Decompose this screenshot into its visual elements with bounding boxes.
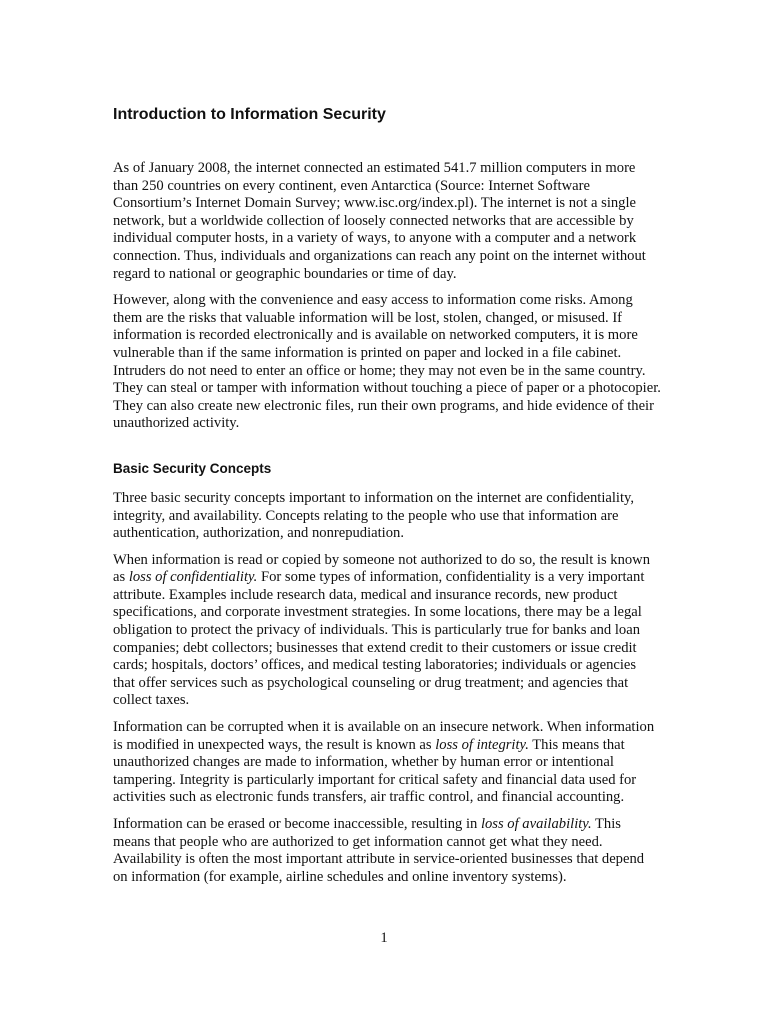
paragraph-text: Information can be corrupted when it is available on an insecure network. When information is modified in unexpected ways, the result is known as xyxy=(113,719,655,753)
paragraph-availability xyxy=(113,816,661,886)
paragraph-text: This means that unauthorized changes are made to information, whether by human error or intentional tampering. Integrity is particularly important for critical safety and financial data used for activities such as electronic funds transfers, air traffic control, and financial accounting. xyxy=(113,736,637,806)
paragraph-text: When information is read or copied by someone not authorized to do so, the result is known as xyxy=(113,551,651,586)
section-heading-basic-security-concepts: Basic Security Concepts xyxy=(113,460,272,476)
paragraph-text: This means that people who are authorized to get information cannot get what they need. Availability is often the most important attribute in service-oriented businesses that depend on information (for example, airline schedules and online inventory systems). xyxy=(113,816,645,885)
term-loss-of-integrity: loss of integrity. xyxy=(435,736,529,753)
page-title: Introduction to Information Security xyxy=(113,106,386,123)
paragraph-three-concepts: Three basic security concepts important to information on the internet are confidentiality, integrity, and availability. Concepts relating to the people who use that information are authentication, authorization, and nonrepudiation. xyxy=(113,489,635,542)
paragraph-confidentiality xyxy=(113,552,661,710)
paragraph-internet-scale: As of January 2008, the internet connected an estimated 541.7 million computers in more than 250 countries on every continent, even Antarctica (Source: Internet Software Consortium’s Internet Domain Survey; www.isc.org/index.pl). The internet is not a single network, but a worldwide collection of loosely connected networks that are accessible by individual computer hosts, in a variety of ways, to anyone with a computer and a network connection. Thus, individuals and organizations can reach any point on the internet without regard to national or geographic boundaries or time of day. xyxy=(113,160,646,282)
paragraph-text: Information can be erased or become inaccessible, resulting in xyxy=(113,816,481,832)
paragraph-integrity xyxy=(113,719,661,807)
term-loss-of-availability: loss of availability. xyxy=(480,816,592,832)
page-content xyxy=(113,104,661,895)
paragraph-risks: However, along with the convenience and easy access to information come risks. Among them are the risks that valuable information will be lost, stolen, changed, or misused. If information is recorded electronically and is available on networked computers, it is more vulnerable than if the same information is printed on paper and locked in a file cabinet. Intruders do not need to enter an office or home; they may not even be in the same country. They can steal or tamper with information without touching a piece of paper or a photocopier. They can also create new electronic files, run their own programs, and hide evidence of their unauthorized activity. xyxy=(113,292,661,432)
term-loss-of-confidentiality: loss of confidentiality. xyxy=(128,569,258,586)
paragraph-text: For some types of information, confidentiality is a very important attribute. Examples include research data, medical and insurance records, new product specifications, and corporate investment strategies. In some locations, there may be a legal obligation to protect the privacy of individuals. This is particularly true for banks and loan companies; debt collectors; businesses that extend credit to their customers or issue credit cards; hospitals, doctors’ offices, and medical testing laboratories; individuals or agencies that offer services such as psychological counseling or drug treatment; and agencies that collect taxes. xyxy=(113,569,645,709)
page-number: 1 xyxy=(380,930,388,946)
